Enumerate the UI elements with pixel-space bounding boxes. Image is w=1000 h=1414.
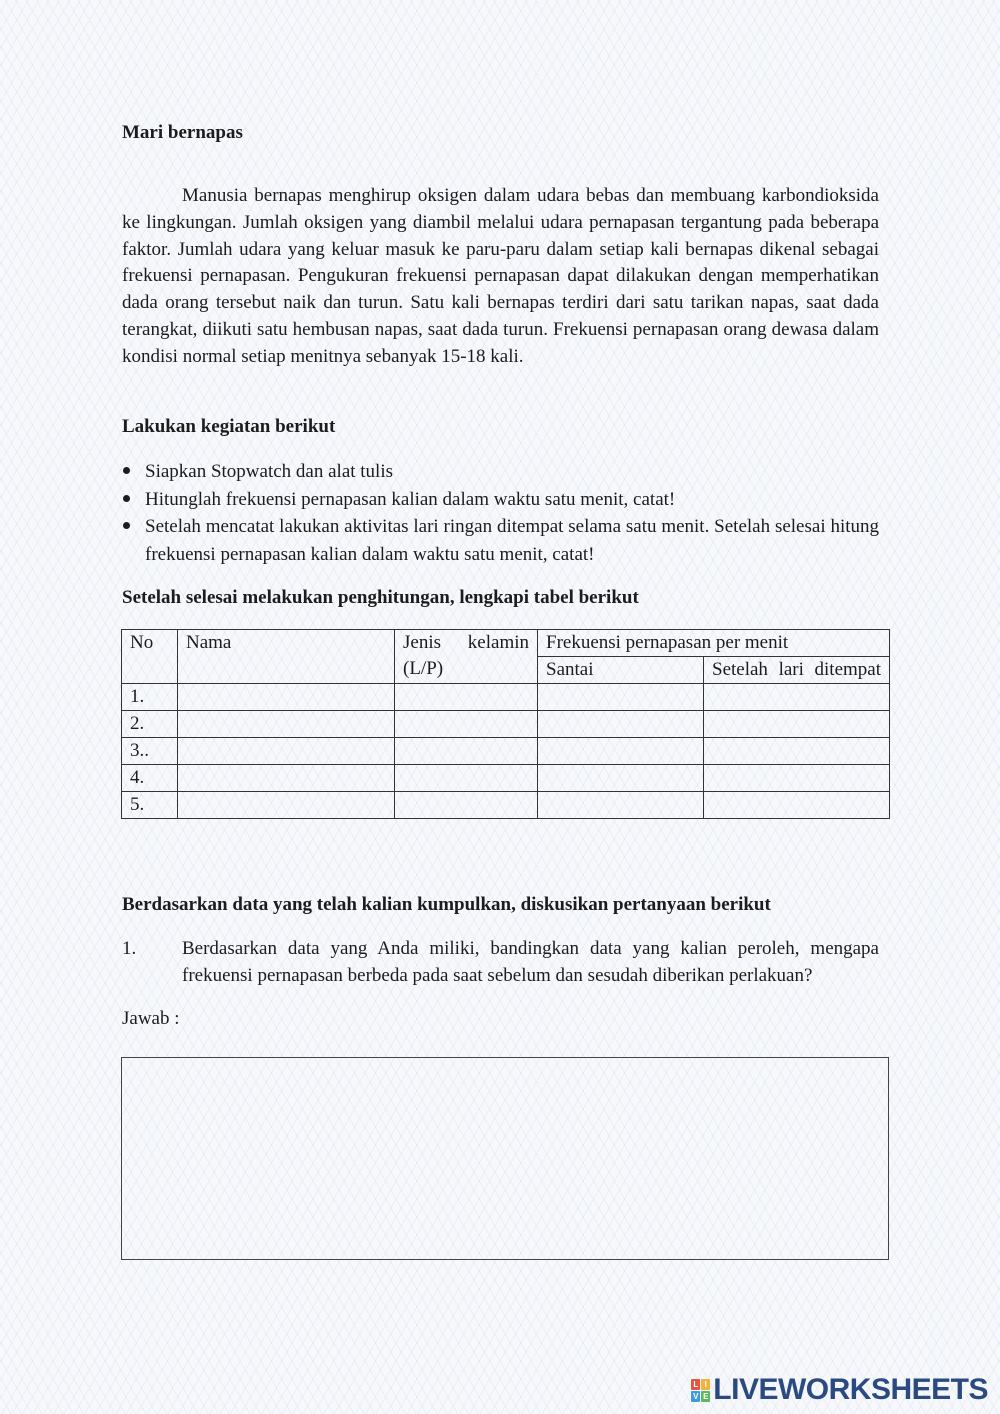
cell-setelah-lari[interactable] <box>704 792 890 819</box>
header-frekuensi: Frekuensi pernapasan per menit <box>538 630 890 657</box>
activity-list <box>122 458 879 568</box>
cell-nama[interactable] <box>178 738 395 765</box>
row-number: 4. <box>122 765 178 792</box>
cell-santai[interactable] <box>538 684 704 711</box>
activity-item: Setelah mencatat lakukan aktivitas lari ringan ditempat selama satu menit. Setelah selesai hitung frekuensi pernapasan kalian dalam waktu satu menit, catat! <box>122 513 879 568</box>
header-setelah-lari: Setelah lari ditempat <box>704 657 890 684</box>
cell-jenis-kelamin[interactable] <box>395 684 538 711</box>
section-title-kegiatan: Lakukan kegiatan berikut <box>122 416 336 437</box>
logo-letter: I <box>701 1379 710 1390</box>
cell-santai[interactable] <box>538 792 704 819</box>
cell-santai[interactable] <box>538 738 704 765</box>
header-nama: Nama <box>178 630 395 684</box>
cell-santai[interactable] <box>538 765 704 792</box>
breathing-data-table <box>121 629 890 819</box>
logo-letter: V <box>693 1391 699 1401</box>
cell-nama[interactable] <box>178 792 395 819</box>
row-number: 2. <box>122 711 178 738</box>
row-number: 3.. <box>122 738 178 765</box>
row-number: 5. <box>122 792 178 819</box>
liveworksheets-brand <box>691 1372 988 1408</box>
bullet-icon <box>123 495 130 502</box>
discussion-question <box>122 935 879 989</box>
question-number: 1. <box>122 938 137 959</box>
brand-name: LIVEWORKSHEETS <box>713 1373 988 1406</box>
cell-jenis-kelamin[interactable] <box>395 792 538 819</box>
header-santai: Santai <box>538 657 704 684</box>
section-title-diskusi: Berdasarkan data yang telah kalian kumpulkan, diskusikan pertanyaan berikut <box>122 894 771 915</box>
cell-jenis-kelamin[interactable] <box>395 765 538 792</box>
cell-nama[interactable] <box>178 711 395 738</box>
activity-item: Siapkan Stopwatch dan alat tulis <box>122 458 879 486</box>
cell-setelah-lari[interactable] <box>704 765 890 792</box>
cell-setelah-lari[interactable] <box>704 684 890 711</box>
logo-letter: L <box>691 1379 700 1390</box>
section-title-tabel: Setelah selesai melakukan penghitungan, lengkapi tabel berikut <box>122 587 639 608</box>
answer-box[interactable] <box>121 1057 889 1260</box>
table-row <box>122 765 890 792</box>
table-row <box>122 792 890 819</box>
cell-nama[interactable] <box>178 765 395 792</box>
header-jenis-kelamin: Jenis kelamin (L/P) <box>395 630 538 684</box>
table-row <box>122 738 890 765</box>
liveworksheets-logo-icon <box>691 1379 710 1402</box>
row-number: 1. <box>122 684 178 711</box>
bullet-icon <box>123 467 130 474</box>
header-no: No <box>122 630 178 684</box>
activity-item: Hitunglah frekuensi pernapasan kalian dalam waktu satu menit, catat! <box>122 486 879 514</box>
table-row <box>122 684 890 711</box>
intro-paragraph: Manusia bernapas menghirup oksigen dalam udara bebas dan membuang karbondioksida ke lingkungan. Jumlah oksigen yang diambil melalui udara pernapasan tergantung pada beberapa faktor. Jumlah udara yang keluar masuk ke paru-paru dalam setiap kali bernapas dikenal sebagai frekuensi pernapasan. Pengukuran frekuensi pernapasan dapat dilakukan dengan memperhatikan dada orang tersebut naik dan turun. Satu kali bernapas terdiri dari satu tarikan napas, saat dada terangkat, diikuti satu hembusan napas, saat dada turun. Frekuensi pernapasan orang dewasa dalam kondisi normal setiap menitnya sebanyak 15-18 kali. <box>122 185 879 367</box>
table-row <box>122 711 890 738</box>
cell-jenis-kelamin[interactable] <box>395 738 538 765</box>
cell-nama[interactable] <box>178 684 395 711</box>
cell-jenis-kelamin[interactable] <box>395 711 538 738</box>
answer-label: Jawab : <box>122 1008 180 1029</box>
section-title-mari-bernapas: Mari bernapas <box>122 122 243 143</box>
logo-letter: E <box>703 1391 709 1401</box>
cell-santai[interactable] <box>538 711 704 738</box>
question-text: Berdasarkan data yang Anda miliki, bandingkan data yang kalian peroleh, mengapa frekuensi pernapasan berbeda pada saat sebelum dan sesudah diberikan perlakuan? <box>182 938 879 986</box>
cell-setelah-lari[interactable] <box>704 711 890 738</box>
cell-setelah-lari[interactable] <box>704 738 890 765</box>
bullet-icon <box>123 522 130 529</box>
